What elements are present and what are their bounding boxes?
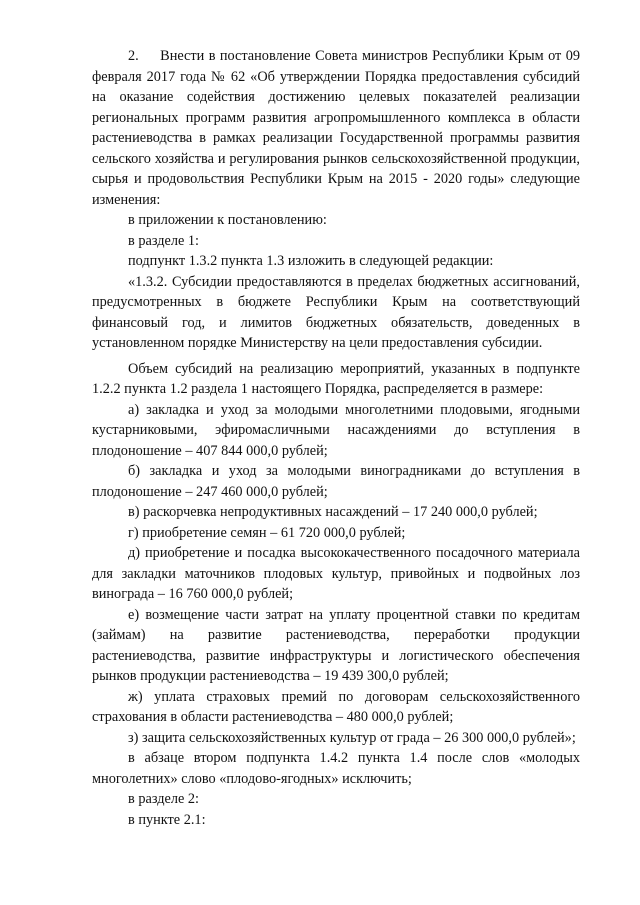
- list-item-g: г) приобретение семян – 61 720 000,0 рублей;: [128, 524, 406, 541]
- list-item-z: з) защита сельскохозяйственных культур от града – 26 300 000,0 рублей»;: [128, 729, 576, 746]
- paragraph-subpoint-1-4-2: в абзаце втором подпункта 1.4.2 пункта 1.4 после слов «молодых многолетних» слово «плодово-ягодных» исключить;: [92, 750, 580, 787]
- paragraph-subsidy-volume: Объем субсидий на реализацию мероприятий, указанных в подпункте 1.2.2 пункта 1.2 раздела 1 настоящего Порядка, распределяется в размере:: [92, 360, 580, 397]
- paragraph-section-1: в разделе 1:: [128, 232, 200, 249]
- paragraph-item-2: 2. Внести в постановление Совета министров Республики Крым от 09 февраля 2017 года № 62 «Об утверждении Порядка предоставления субсидий на оказание содействия достижению целевых показателей реализации региональных программ развития агропромышленного комплекса в области растениеводства в рамках реализации Государственной программы развития сельского хозяйства и регулирования рынков сельскохозяйственной продукции, сырья и продовольствия Республики Крым на 2015 - 2020 годы» следующие изменения:: [92, 48, 580, 208]
- list-item-b: б) закладка и уход за молодыми виноградниками до вступления в плодоношение – 247 460 000,0 рублей;: [92, 463, 580, 500]
- list-item-zh: ж) уплата страховых премий по договорам сельскохозяйственного страхования в области растениеводства – 480 000,0 рублей;: [92, 688, 580, 725]
- document-body: [92, 46, 580, 830]
- paragraph-subpoint-1-3-2: подпункт 1.3.2 пункта 1.3 изложить в следующей редакции:: [128, 253, 494, 269]
- paragraph-quote-1-3-2: «1.3.2. Субсидии предоставляются в пределах бюджетных ассигнований, предусмотренных в бюджете Республики Крым на соответствующий финансовый год, и лимитов бюджетных обязательств, доведенных в установленном порядке Министерству на цели предоставления субсидии.: [92, 273, 580, 351]
- paragraph-section-2: в разделе 2:: [128, 791, 200, 807]
- paragraph-point-2-1: в пункте 2.1:: [128, 811, 206, 828]
- list-item-e: е) возмещение части затрат на уплату процентной ставки по кредитам (займам) на развитие растениеводства, переработки продукции растениеводства, развитие инфраструктуры и логистического обеспечения рынков продукции растениеводства – 19 439 300,0 рублей;: [92, 606, 580, 684]
- list-item-a: а) закладка и уход за молодыми многолетними плодовыми, ягодными кустарниковыми, эфиромасличными насаждениями до вступления в плодоношение – 407 844 000,0 рублей;: [92, 401, 580, 459]
- list-item-v: в) раскорчевка непродуктивных насаждений – 17 240 000,0 рублей;: [128, 504, 538, 520]
- paragraph-annex: в приложении к постановлению:: [128, 212, 327, 228]
- list-item-d: д) приобретение и посадка высококачественного посадочного материала для закладки маточников плодовых культур, привойных и подвойных лоз винограда – 16 760 000,0 рублей;: [92, 545, 580, 602]
